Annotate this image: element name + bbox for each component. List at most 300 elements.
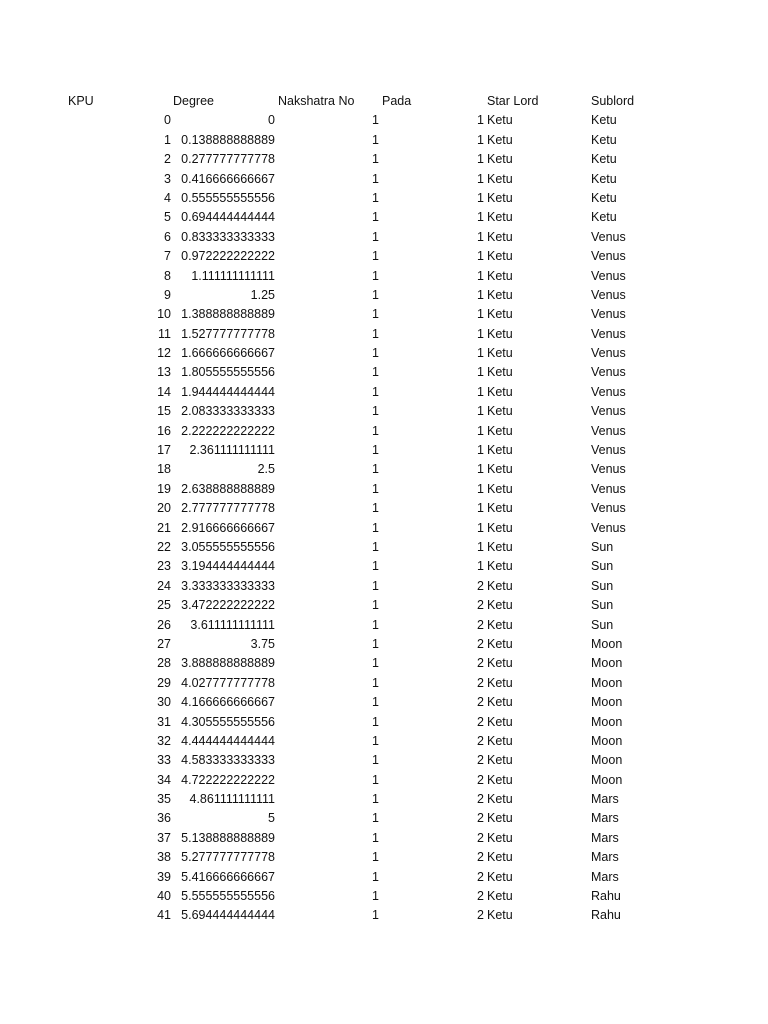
header-nakshatra-no: Nakshatra No — [278, 94, 355, 108]
sublord-cell: Venus — [591, 307, 626, 322]
degree-cell: 4.027777777778 — [181, 675, 275, 690]
degree-cell: 1.527777777778 — [181, 326, 275, 341]
nakshatra-cell: 1 — [372, 113, 379, 128]
table-row — [0, 848, 768, 867]
kpu-cell: 30 — [157, 695, 171, 710]
pada-cell: 2 — [477, 869, 484, 884]
header-degree: Degree — [173, 94, 214, 108]
pada-cell: 1 — [477, 287, 484, 302]
table-row — [0, 499, 768, 518]
sublord-cell: Venus — [591, 268, 626, 283]
sublord-cell: Moon — [591, 695, 623, 710]
sublord-cell: Rahu — [591, 889, 621, 904]
degree-cell: 2.5 — [257, 462, 275, 477]
star-lord-cell: Ketu — [487, 326, 513, 341]
kpu-cell: 0 — [164, 113, 171, 128]
degree-cell: 3.75 — [250, 636, 275, 651]
sublord-cell: Mars — [591, 869, 619, 884]
star-lord-cell: Ketu — [487, 365, 513, 380]
degree-cell: 0.972222222222 — [181, 249, 275, 264]
sublord-cell: Sun — [591, 539, 614, 554]
star-lord-cell: Ketu — [487, 830, 513, 845]
table-row — [0, 790, 768, 809]
pada-cell: 2 — [477, 733, 484, 748]
degree-cell: 3.888888888889 — [181, 656, 275, 671]
degree-cell: 5.555555555556 — [181, 889, 275, 904]
nakshatra-cell: 1 — [372, 365, 379, 380]
kpu-cell: 41 — [157, 908, 171, 923]
star-lord-cell: Ketu — [487, 908, 513, 923]
kpu-cell: 15 — [157, 404, 171, 419]
kpu-cell: 18 — [157, 462, 171, 477]
header-star-lord: Star Lord — [487, 94, 539, 108]
nakshatra-cell: 1 — [372, 307, 379, 322]
kpu-cell: 8 — [164, 268, 171, 283]
kpu-cell: 26 — [157, 617, 171, 632]
pada-cell: 1 — [477, 462, 484, 477]
degree-cell: 1.805555555556 — [181, 365, 275, 380]
pada-cell: 2 — [477, 772, 484, 787]
pada-cell: 2 — [477, 617, 484, 632]
pada-cell: 1 — [477, 384, 484, 399]
sublord-cell: Venus — [591, 404, 626, 419]
pada-cell: 1 — [477, 249, 484, 264]
sublord-cell: Mars — [591, 792, 619, 807]
table-row — [0, 480, 768, 499]
pada-cell: 1 — [477, 501, 484, 516]
kpu-cell: 1 — [164, 132, 171, 147]
sublord-cell: Sun — [591, 578, 614, 593]
kpu-cell: 38 — [157, 850, 171, 865]
nakshatra-cell: 1 — [372, 753, 379, 768]
nakshatra-cell: 1 — [372, 889, 379, 904]
table-row — [0, 111, 768, 130]
kpu-cell: 23 — [157, 559, 171, 574]
pada-cell: 1 — [477, 132, 484, 147]
nakshatra-cell: 1 — [372, 869, 379, 884]
pada-cell: 2 — [477, 850, 484, 865]
nakshatra-cell: 1 — [372, 384, 379, 399]
sublord-cell: Venus — [591, 365, 626, 380]
sublord-cell: Moon — [591, 733, 623, 748]
table-row — [0, 674, 768, 693]
header-sublord: Sublord — [591, 94, 635, 108]
pada-cell: 2 — [477, 714, 484, 729]
degree-cell: 5.416666666667 — [181, 869, 275, 884]
kpu-cell: 7 — [164, 249, 171, 264]
star-lord-cell: Ketu — [487, 152, 513, 167]
kpu-cell: 31 — [157, 714, 171, 729]
nakshatra-cell: 1 — [372, 636, 379, 651]
table-row — [0, 577, 768, 596]
sublord-cell: Venus — [591, 443, 626, 458]
pada-cell: 1 — [477, 307, 484, 322]
sublord-cell: Moon — [591, 656, 623, 671]
pada-cell: 1 — [477, 423, 484, 438]
kpu-cell: 27 — [157, 636, 171, 651]
star-lord-cell: Ketu — [487, 268, 513, 283]
degree-cell: 2.361111111111 — [189, 443, 275, 458]
star-lord-cell: Ketu — [487, 695, 513, 710]
degree-cell: 4.305555555556 — [181, 714, 275, 729]
kpu-cell: 17 — [157, 443, 171, 458]
kpu-cell: 36 — [157, 811, 171, 826]
star-lord-cell: Ketu — [487, 733, 513, 748]
degree-cell: 1.388888888889 — [181, 307, 275, 322]
nakshatra-cell: 1 — [372, 733, 379, 748]
pada-cell: 1 — [477, 404, 484, 419]
sublord-cell: Sun — [591, 559, 614, 574]
star-lord-cell: Ketu — [487, 636, 513, 651]
nakshatra-cell: 1 — [372, 132, 379, 147]
kpu-cell: 16 — [157, 423, 171, 438]
degree-cell: 0.138888888889 — [181, 132, 275, 147]
pada-cell: 2 — [477, 811, 484, 826]
sublord-cell: Moon — [591, 675, 623, 690]
spreadsheet-table — [0, 92, 768, 926]
nakshatra-cell: 1 — [372, 539, 379, 554]
nakshatra-cell: 1 — [372, 326, 379, 341]
kpu-cell: 3 — [164, 171, 171, 186]
degree-cell: 5 — [268, 811, 275, 826]
kpu-cell: 4 — [164, 190, 171, 205]
nakshatra-cell: 1 — [372, 171, 379, 186]
degree-cell: 4.722222222222 — [181, 772, 275, 787]
sublord-cell: Ketu — [591, 113, 617, 128]
sublord-cell: Venus — [591, 462, 626, 477]
kpu-cell: 5 — [164, 210, 171, 225]
degree-cell: 0 — [268, 113, 275, 128]
sublord-cell: Rahu — [591, 908, 621, 923]
pada-cell: 1 — [477, 210, 484, 225]
nakshatra-cell: 1 — [372, 792, 379, 807]
kpu-cell: 21 — [157, 520, 171, 535]
table-row — [0, 422, 768, 441]
pada-cell: 1 — [477, 171, 484, 186]
star-lord-cell: Ketu — [487, 113, 513, 128]
pada-cell: 2 — [477, 636, 484, 651]
pada-cell: 1 — [477, 152, 484, 167]
table-row — [0, 189, 768, 208]
table-row — [0, 771, 768, 790]
pada-cell: 1 — [477, 539, 484, 554]
sublord-cell: Moon — [591, 714, 623, 729]
nakshatra-cell: 1 — [372, 830, 379, 845]
degree-cell: 2.222222222222 — [181, 423, 275, 438]
star-lord-cell: Ketu — [487, 578, 513, 593]
sublord-cell: Venus — [591, 501, 626, 516]
sublord-cell: Venus — [591, 520, 626, 535]
star-lord-cell: Ketu — [487, 481, 513, 496]
star-lord-cell: Ketu — [487, 171, 513, 186]
kpu-cell: 9 — [164, 287, 171, 302]
pada-cell: 1 — [477, 559, 484, 574]
star-lord-cell: Ketu — [487, 287, 513, 302]
kpu-cell: 33 — [157, 753, 171, 768]
table-row — [0, 868, 768, 887]
nakshatra-cell: 1 — [372, 695, 379, 710]
table-row — [0, 460, 768, 479]
degree-cell: 4.166666666667 — [181, 695, 275, 710]
degree-cell: 3.055555555556 — [181, 539, 275, 554]
table-row — [0, 654, 768, 673]
degree-cell: 1.111111111111 — [191, 268, 275, 283]
sublord-cell: Sun — [591, 598, 614, 613]
pada-cell: 1 — [477, 346, 484, 361]
table-row — [0, 344, 768, 363]
sublord-cell: Venus — [591, 481, 626, 496]
degree-cell: 3.194444444444 — [181, 559, 275, 574]
sublord-cell: Venus — [591, 384, 626, 399]
pada-cell: 2 — [477, 830, 484, 845]
star-lord-cell: Ketu — [487, 753, 513, 768]
table-row — [0, 402, 768, 421]
nakshatra-cell: 1 — [372, 346, 379, 361]
star-lord-cell: Ketu — [487, 889, 513, 904]
sublord-cell: Venus — [591, 423, 626, 438]
degree-cell: 0.555555555556 — [181, 190, 275, 205]
nakshatra-cell: 1 — [372, 617, 379, 632]
kpu-cell: 32 — [157, 733, 171, 748]
table-row — [0, 170, 768, 189]
star-lord-cell: Ketu — [487, 617, 513, 632]
header-row — [0, 92, 768, 111]
table-row — [0, 538, 768, 557]
nakshatra-cell: 1 — [372, 404, 379, 419]
header-pada: Pada — [382, 94, 412, 108]
table-row — [0, 519, 768, 538]
nakshatra-cell: 1 — [372, 268, 379, 283]
star-lord-cell: Ketu — [487, 346, 513, 361]
kpu-cell: 2 — [164, 152, 171, 167]
table-row — [0, 150, 768, 169]
degree-cell: 3.472222222222 — [181, 598, 275, 613]
nakshatra-cell: 1 — [372, 249, 379, 264]
pada-cell: 1 — [477, 229, 484, 244]
degree-cell: 3.611111111111 — [190, 617, 275, 632]
table-row — [0, 829, 768, 848]
degree-cell: 3.333333333333 — [181, 578, 275, 593]
table-row — [0, 693, 768, 712]
sublord-cell: Moon — [591, 772, 623, 787]
degree-cell: 1.944444444444 — [181, 384, 275, 399]
degree-cell: 5.694444444444 — [181, 908, 275, 923]
table-row — [0, 383, 768, 402]
table-row — [0, 325, 768, 344]
sublord-cell: Venus — [591, 249, 626, 264]
nakshatra-cell: 1 — [372, 714, 379, 729]
star-lord-cell: Ketu — [487, 598, 513, 613]
sublord-cell: Mars — [591, 811, 619, 826]
star-lord-cell: Ketu — [487, 714, 513, 729]
table-row — [0, 131, 768, 150]
table-row — [0, 208, 768, 227]
degree-cell: 0.416666666667 — [181, 171, 275, 186]
degree-cell: 1.666666666667 — [181, 346, 275, 361]
star-lord-cell: Ketu — [487, 501, 513, 516]
table-row — [0, 305, 768, 324]
nakshatra-cell: 1 — [372, 481, 379, 496]
table-row — [0, 363, 768, 382]
table-row — [0, 557, 768, 576]
degree-cell: 2.638888888889 — [181, 481, 275, 496]
table-row — [0, 635, 768, 654]
star-lord-cell: Ketu — [487, 404, 513, 419]
nakshatra-cell: 1 — [372, 811, 379, 826]
pada-cell: 1 — [477, 443, 484, 458]
nakshatra-cell: 1 — [372, 190, 379, 205]
pada-cell: 1 — [477, 365, 484, 380]
star-lord-cell: Ketu — [487, 229, 513, 244]
nakshatra-cell: 1 — [372, 520, 379, 535]
star-lord-cell: Ketu — [487, 772, 513, 787]
kpu-cell: 13 — [157, 365, 171, 380]
sublord-cell: Ketu — [591, 152, 617, 167]
pada-cell: 1 — [477, 326, 484, 341]
nakshatra-cell: 1 — [372, 462, 379, 477]
kpu-cell: 37 — [157, 830, 171, 845]
kpu-cell: 12 — [157, 346, 171, 361]
degree-cell: 4.583333333333 — [181, 753, 275, 768]
kpu-cell: 40 — [157, 889, 171, 904]
sublord-cell: Ketu — [591, 210, 617, 225]
kpu-cell: 29 — [157, 675, 171, 690]
star-lord-cell: Ketu — [487, 462, 513, 477]
star-lord-cell: Ketu — [487, 675, 513, 690]
star-lord-cell: Ketu — [487, 850, 513, 865]
sublord-cell: Moon — [591, 636, 623, 651]
sublord-cell: Venus — [591, 287, 626, 302]
sublord-cell: Mars — [591, 830, 619, 845]
nakshatra-cell: 1 — [372, 772, 379, 787]
pada-cell: 1 — [477, 481, 484, 496]
nakshatra-cell: 1 — [372, 598, 379, 613]
star-lord-cell: Ketu — [487, 210, 513, 225]
nakshatra-cell: 1 — [372, 423, 379, 438]
pada-cell: 2 — [477, 578, 484, 593]
pada-cell: 2 — [477, 656, 484, 671]
header-kpu: KPU — [68, 94, 94, 108]
pada-cell: 1 — [477, 520, 484, 535]
pada-cell: 1 — [477, 190, 484, 205]
degree-cell: 1.25 — [250, 287, 275, 302]
kpu-cell: 35 — [157, 792, 171, 807]
star-lord-cell: Ketu — [487, 132, 513, 147]
degree-cell: 0.833333333333 — [181, 229, 275, 244]
pada-cell: 2 — [477, 889, 484, 904]
table-row — [0, 887, 768, 906]
star-lord-cell: Ketu — [487, 520, 513, 535]
kpu-cell: 34 — [157, 772, 171, 787]
table-row — [0, 809, 768, 828]
table-row — [0, 713, 768, 732]
degree-cell: 2.916666666667 — [181, 520, 275, 535]
kpu-cell: 28 — [157, 656, 171, 671]
nakshatra-cell: 1 — [372, 152, 379, 167]
star-lord-cell: Ketu — [487, 307, 513, 322]
kpu-cell: 10 — [157, 307, 171, 322]
star-lord-cell: Ketu — [487, 423, 513, 438]
sublord-cell: Sun — [591, 617, 614, 632]
nakshatra-cell: 1 — [372, 675, 379, 690]
star-lord-cell: Ketu — [487, 792, 513, 807]
pada-cell: 2 — [477, 695, 484, 710]
nakshatra-cell: 1 — [372, 229, 379, 244]
kpu-cell: 6 — [164, 229, 171, 244]
star-lord-cell: Ketu — [487, 190, 513, 205]
kpu-cell: 14 — [157, 384, 171, 399]
kpu-cell: 25 — [157, 598, 171, 613]
star-lord-cell: Ketu — [487, 811, 513, 826]
sublord-cell: Ketu — [591, 132, 617, 147]
table-body — [0, 111, 768, 925]
nakshatra-cell: 1 — [372, 908, 379, 923]
sublord-cell: Venus — [591, 326, 626, 341]
nakshatra-cell: 1 — [372, 501, 379, 516]
pada-cell: 2 — [477, 792, 484, 807]
kpu-cell: 11 — [158, 326, 171, 341]
star-lord-cell: Ketu — [487, 869, 513, 884]
table-row — [0, 616, 768, 635]
star-lord-cell: Ketu — [487, 559, 513, 574]
nakshatra-cell: 1 — [372, 443, 379, 458]
nakshatra-cell: 1 — [372, 287, 379, 302]
star-lord-cell: Ketu — [487, 249, 513, 264]
kpu-cell: 39 — [157, 869, 171, 884]
kpu-cell: 20 — [157, 501, 171, 516]
sublord-cell: Venus — [591, 229, 626, 244]
table-row — [0, 228, 768, 247]
degree-cell: 4.444444444444 — [181, 733, 275, 748]
star-lord-cell: Ketu — [487, 443, 513, 458]
sublord-cell: Mars — [591, 850, 619, 865]
pada-cell: 2 — [477, 908, 484, 923]
pada-cell: 2 — [477, 598, 484, 613]
nakshatra-cell: 1 — [372, 559, 379, 574]
table-row — [0, 267, 768, 286]
star-lord-cell: Ketu — [487, 539, 513, 554]
degree-cell: 4.861111111111 — [189, 792, 275, 807]
nakshatra-cell: 1 — [372, 210, 379, 225]
table-row — [0, 286, 768, 305]
star-lord-cell: Ketu — [487, 656, 513, 671]
table-row — [0, 906, 768, 925]
table-row — [0, 751, 768, 770]
sublord-cell: Moon — [591, 753, 623, 768]
pada-cell: 1 — [477, 268, 484, 283]
nakshatra-cell: 1 — [372, 578, 379, 593]
nakshatra-cell: 1 — [372, 850, 379, 865]
table-row — [0, 247, 768, 266]
star-lord-cell: Ketu — [487, 384, 513, 399]
degree-cell: 5.277777777778 — [181, 850, 275, 865]
degree-cell: 2.777777777778 — [181, 501, 275, 516]
sublord-cell: Venus — [591, 346, 626, 361]
kpu-cell: 22 — [157, 539, 171, 554]
nakshatra-cell: 1 — [372, 656, 379, 671]
table-row — [0, 441, 768, 460]
degree-cell: 5.138888888889 — [181, 830, 275, 845]
table-row — [0, 732, 768, 751]
pada-cell: 2 — [477, 675, 484, 690]
pada-cell: 1 — [477, 113, 484, 128]
degree-cell: 0.277777777778 — [181, 152, 275, 167]
degree-cell: 0.694444444444 — [181, 210, 275, 225]
pada-cell: 2 — [477, 753, 484, 768]
kpu-cell: 24 — [157, 578, 171, 593]
sublord-cell: Ketu — [591, 171, 617, 186]
degree-cell: 2.083333333333 — [181, 404, 275, 419]
